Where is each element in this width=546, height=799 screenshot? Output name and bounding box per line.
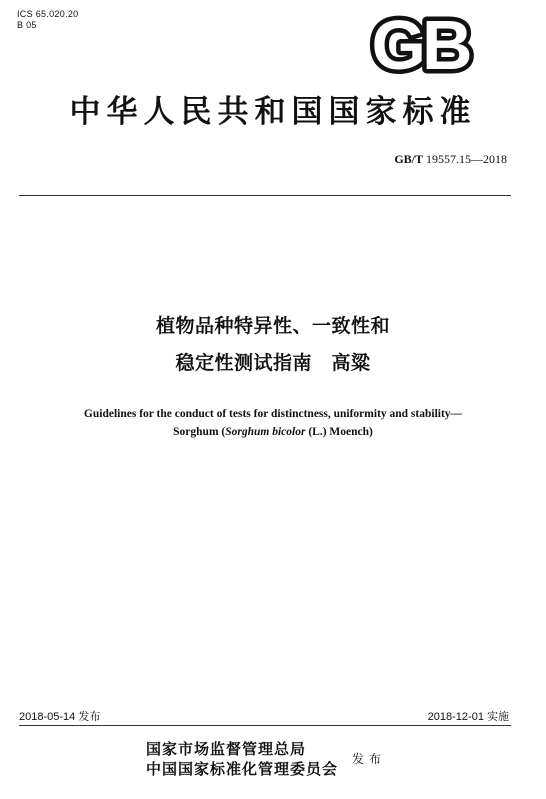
classification-codes (17, 9, 78, 31)
standard-number (394, 152, 507, 167)
national-standard-heading: 中华人民共和国国家标准 (69, 94, 477, 130)
issuer-line-1: 国家市场监督管理总局 (146, 740, 307, 758)
implementation-date: 2018-12-01 实施 (427, 711, 509, 723)
gb-logo-text: GB (371, 12, 469, 74)
english-title-species: Sorghum bicolor (225, 426, 306, 438)
standard-prefix: GB/T (394, 152, 423, 166)
issuer-line-2: 中国国家标准化管理委员会 (146, 760, 339, 778)
issue-date: 2018-05-14 发布 (19, 711, 101, 723)
english-title-line-1: Guidelines for the conduct of tests for distinctness, uniformity and stability— (83, 408, 463, 420)
chinese-title-line-1: 植物品种特异性、一致性和 (155, 315, 390, 337)
ccs-code: B 05 (17, 20, 37, 30)
english-title-authority: (L.) Moench) (305, 426, 373, 438)
chinese-title-line-2: 稳定性测试指南 高粱 (175, 352, 371, 374)
issuing-authorities (146, 739, 338, 779)
ics-code: ICS 65.020.20 (17, 9, 79, 19)
standard-code: 19557.15—2018 (426, 152, 507, 166)
top-divider (19, 195, 511, 196)
gb-logo (355, 12, 485, 74)
bottom-divider (19, 725, 511, 726)
publish-label: 发布 (352, 752, 387, 766)
english-title-line-2 (0, 425, 546, 439)
english-title-common-name: Sorghum ( (173, 426, 226, 438)
